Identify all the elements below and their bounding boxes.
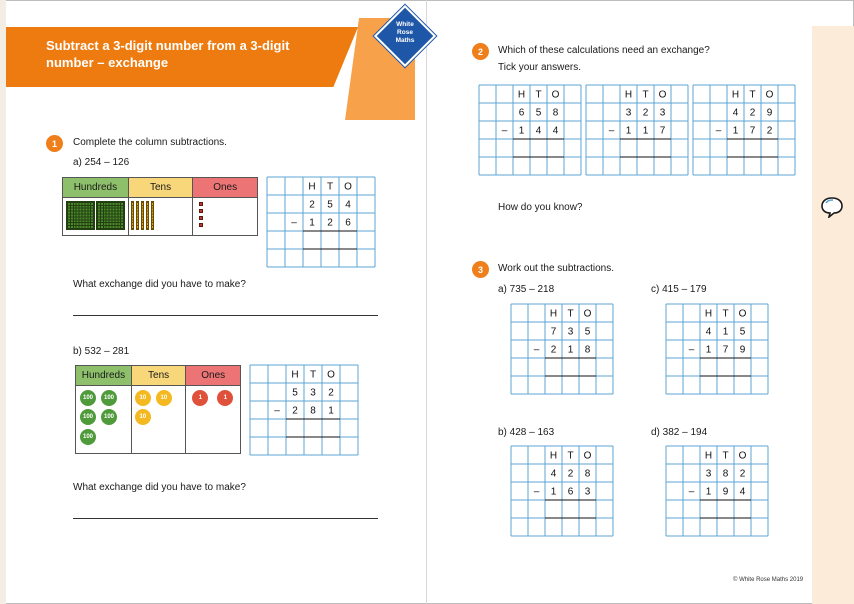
subtrahend-digit: 1 bbox=[518, 125, 525, 137]
q2-grid-2[interactable] bbox=[586, 85, 688, 175]
subtrahend-digit: 1 bbox=[550, 486, 557, 498]
minuend-digit: 5 bbox=[327, 199, 333, 211]
q3d-label: d) 382 – 194 bbox=[651, 427, 708, 438]
place-header: H bbox=[549, 308, 558, 320]
place-header: T bbox=[309, 369, 317, 381]
ten-rod bbox=[146, 201, 149, 230]
logo-text: White Rose Maths bbox=[395, 21, 415, 44]
speech-bubble-icon bbox=[820, 196, 844, 218]
hundred-counter: 100 bbox=[101, 390, 117, 406]
q2-prompt: How do you know? bbox=[498, 202, 583, 213]
q1a-answer-line[interactable] bbox=[73, 315, 378, 316]
place-header: H bbox=[704, 308, 713, 320]
ten-counter: 10 bbox=[156, 390, 172, 406]
q3c-grid[interactable] bbox=[666, 304, 768, 394]
q1a-question: What exchange did you have to make? bbox=[73, 279, 246, 290]
place-header: O bbox=[765, 89, 774, 101]
hundred-block bbox=[96, 201, 125, 230]
subtrahend-digit: 1 bbox=[705, 344, 712, 356]
question-3-number: 3 bbox=[472, 261, 489, 278]
hundred-block bbox=[66, 201, 95, 230]
minuend-digit: 9 bbox=[766, 107, 773, 119]
minuend-digit: 6 bbox=[518, 107, 525, 119]
ten-counter: 10 bbox=[135, 390, 151, 406]
minuend-digit: 5 bbox=[584, 326, 591, 338]
question-2-number: 2 bbox=[472, 43, 489, 60]
subtrahend-digit: 8 bbox=[310, 405, 316, 417]
one-counter: 1 bbox=[192, 390, 208, 406]
hundreds-cell bbox=[63, 198, 129, 236]
minuend-digit: 2 bbox=[642, 107, 649, 119]
one-cube bbox=[199, 216, 203, 220]
subtrahend-digit: 4 bbox=[739, 486, 746, 498]
subtrahend-digit: 2 bbox=[550, 344, 557, 356]
q3d-grid[interactable] bbox=[666, 446, 768, 536]
q1b-place-value-chart bbox=[75, 365, 241, 454]
q3b-grid[interactable] bbox=[511, 446, 613, 536]
hundreds-header: Hundreds bbox=[63, 178, 129, 198]
subtrahend-digit: 8 bbox=[584, 344, 591, 356]
minuend-digit: 2 bbox=[328, 387, 334, 399]
subtrahend-digit: 1 bbox=[625, 125, 632, 137]
minuend-digit: 4 bbox=[705, 326, 712, 338]
place-header: T bbox=[642, 89, 649, 101]
ones-header: Ones bbox=[186, 366, 241, 386]
subtrahend-digit: 7 bbox=[722, 344, 729, 356]
tens-header: Tens bbox=[131, 366, 186, 386]
subtrahend-digit: 3 bbox=[584, 486, 591, 498]
minuend-digit: 5 bbox=[292, 387, 298, 399]
title-line-2: number – exchange bbox=[46, 55, 169, 70]
place-header: H bbox=[624, 89, 633, 101]
minuend-digit: 2 bbox=[567, 468, 574, 480]
subtrahend-digit: 4 bbox=[552, 125, 559, 137]
q3c-label: c) 415 – 179 bbox=[651, 284, 707, 295]
minuend-digit: 4 bbox=[345, 199, 351, 211]
q3a-grid[interactable] bbox=[511, 304, 613, 394]
subtrahend-digit: 6 bbox=[345, 217, 351, 229]
ten-rod bbox=[151, 201, 154, 230]
q3b-label: b) 428 – 163 bbox=[498, 427, 555, 438]
place-header: O bbox=[738, 308, 747, 320]
copyright-footer: © White Rose Maths 2019 bbox=[733, 577, 804, 583]
place-header: T bbox=[567, 450, 574, 462]
minus-sign: – bbox=[688, 344, 695, 356]
subtrahend-digit: 2 bbox=[292, 405, 298, 417]
minuend-digit: 7 bbox=[550, 326, 557, 338]
subtrahend-digit: 7 bbox=[659, 125, 666, 137]
minuend-digit: 3 bbox=[705, 468, 712, 480]
subtrahend-digit: 9 bbox=[739, 344, 746, 356]
subtrahend-digit: 1 bbox=[328, 405, 334, 417]
minus-sign: – bbox=[501, 125, 508, 137]
minuend-digit: 3 bbox=[310, 387, 316, 399]
place-header: O bbox=[583, 450, 592, 462]
place-header: H bbox=[549, 450, 558, 462]
one-cube bbox=[199, 223, 203, 227]
tens-cell bbox=[131, 386, 186, 454]
ten-rod bbox=[136, 201, 139, 230]
q2-grid-3[interactable] bbox=[693, 85, 795, 175]
minuend-digit: 3 bbox=[659, 107, 666, 119]
ten-rod bbox=[141, 201, 144, 230]
subtrahend-digit: 1 bbox=[567, 344, 574, 356]
subtrahend-digit: 1 bbox=[705, 486, 712, 498]
q1b-answer-line[interactable] bbox=[73, 518, 378, 519]
minuend-digit: 8 bbox=[722, 468, 729, 480]
minuend-digit: 2 bbox=[309, 199, 315, 211]
subtrahend-digit: 6 bbox=[567, 486, 574, 498]
minuend-digit: 4 bbox=[550, 468, 557, 480]
q2-grid-1[interactable] bbox=[479, 85, 581, 175]
place-header: H bbox=[308, 181, 316, 193]
minuend-digit: 2 bbox=[739, 468, 746, 480]
subtrahend-digit: 2 bbox=[766, 125, 773, 137]
right-margin-band bbox=[812, 26, 854, 604]
q2-line-2: Tick your answers. bbox=[498, 62, 581, 73]
minuend-digit: 8 bbox=[552, 107, 559, 119]
place-header: O bbox=[551, 89, 560, 101]
place-header: O bbox=[738, 450, 747, 462]
place-header: O bbox=[658, 89, 667, 101]
subtrahend-digit: 9 bbox=[722, 486, 729, 498]
q1a-column-grid bbox=[267, 177, 375, 267]
q1b-column-grid bbox=[250, 365, 358, 455]
title-line-1: Subtract a 3-digit number from a 3-digit bbox=[46, 38, 290, 53]
minuend-digit: 3 bbox=[625, 107, 632, 119]
subtrahend-digit: 4 bbox=[535, 125, 542, 137]
ten-rod bbox=[131, 201, 134, 230]
hundred-counter: 100 bbox=[80, 409, 96, 425]
place-header: T bbox=[535, 89, 542, 101]
place-header: H bbox=[704, 450, 713, 462]
minus-sign: – bbox=[608, 125, 615, 137]
minuend-digit: 5 bbox=[535, 107, 542, 119]
q1a-place-value-chart bbox=[62, 177, 258, 236]
minus-sign: – bbox=[715, 125, 722, 137]
one-cube bbox=[199, 202, 203, 206]
minuend-digit: 4 bbox=[732, 107, 739, 119]
tens-header: Tens bbox=[128, 178, 193, 198]
hundred-counter: 100 bbox=[80, 429, 96, 445]
question-1-number: 1 bbox=[46, 135, 63, 152]
place-header: H bbox=[731, 89, 740, 101]
q1b-label: b) 532 – 281 bbox=[73, 346, 130, 357]
subtrahend-digit: 1 bbox=[309, 217, 315, 229]
q1-instruction: Complete the column subtractions. bbox=[73, 137, 227, 148]
q2-line-1: Which of these calculations need an exchange? bbox=[498, 45, 710, 56]
place-header: O bbox=[327, 369, 335, 381]
minuend-digit: 5 bbox=[739, 326, 746, 338]
one-counter: 1 bbox=[217, 390, 233, 406]
minus-sign: – bbox=[533, 344, 540, 356]
minuend-digit: 1 bbox=[722, 326, 729, 338]
subtrahend-digit: 1 bbox=[732, 125, 739, 137]
subtrahend-digit: 2 bbox=[327, 217, 333, 229]
place-header: H bbox=[291, 369, 299, 381]
hundreds-cell bbox=[76, 386, 132, 454]
q1a-label: a) 254 – 126 bbox=[73, 157, 130, 168]
tens-cell bbox=[128, 198, 193, 236]
minus-sign: – bbox=[291, 217, 297, 229]
place-header: T bbox=[722, 450, 729, 462]
place-header: T bbox=[567, 308, 574, 320]
hundreds-header: Hundreds bbox=[76, 366, 132, 386]
minuend-digit: 2 bbox=[749, 107, 756, 119]
ones-cell bbox=[193, 198, 258, 236]
place-header: T bbox=[749, 89, 756, 101]
minus-sign: – bbox=[274, 405, 280, 417]
minuend-digit: 8 bbox=[584, 468, 591, 480]
hundred-counter: 100 bbox=[101, 409, 117, 425]
q3a-label: a) 735 – 218 bbox=[498, 284, 555, 295]
one-cube bbox=[199, 209, 203, 213]
place-header: T bbox=[722, 308, 729, 320]
subtrahend-digit: 7 bbox=[749, 125, 756, 137]
q3-instruction: Work out the subtractions. bbox=[498, 263, 614, 274]
ones-header: Ones bbox=[193, 178, 258, 198]
minuend-digit: 3 bbox=[567, 326, 574, 338]
subtrahend-digit: 1 bbox=[642, 125, 649, 137]
place-header: O bbox=[344, 181, 352, 193]
place-header: T bbox=[326, 181, 334, 193]
ones-cell bbox=[186, 386, 241, 454]
q1b-question: What exchange did you have to make? bbox=[73, 482, 246, 493]
place-header: O bbox=[583, 308, 592, 320]
page-title bbox=[46, 37, 346, 71]
hundred-counter: 100 bbox=[80, 390, 96, 406]
ten-counter: 10 bbox=[135, 409, 151, 425]
minus-sign: – bbox=[533, 486, 540, 498]
minus-sign: – bbox=[688, 486, 695, 498]
place-header: H bbox=[517, 89, 526, 101]
